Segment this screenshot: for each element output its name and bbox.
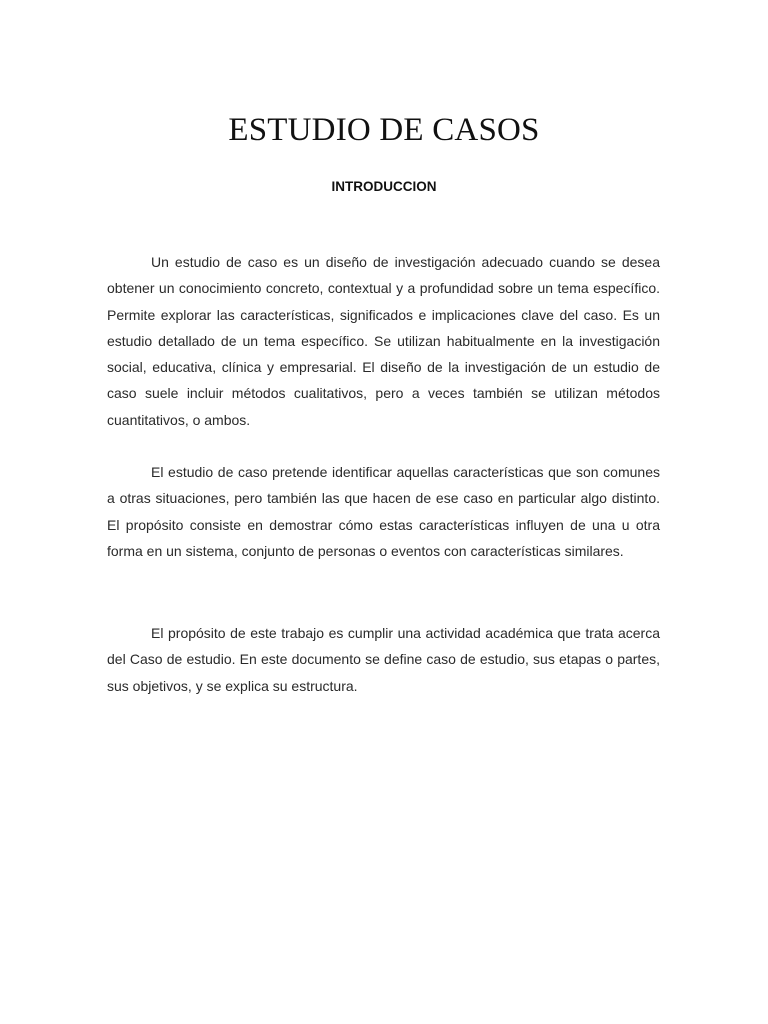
paragraph-3: El propósito de este trabajo es cumplir una actividad académica que trata acerca del Caso de estudio. En este documento se define caso de estudio, sus etapas o partes, sus objetivos, y se explica su estructura. [107,625,660,694]
paragraph-1: Un estudio de caso es un diseño de investigación adecuado cuando se desea obtener un conocimiento concreto, contextual y a profundidad sobre un tema específico. Permite explorar las características, significados e implicaciones clave del caso. Es un estudio detallado de un tema específico. Se utilizan habitualmente en la investigación social, educativa, clínica y empresarial. El diseño de la investigación de un estudio de caso suele incluir métodos cualitativos, pero a veces también se utilizan métodos cuantitativos, o ambos. [107,254,660,428]
section-heading: INTRODUCCION [331,179,437,194]
document-title: ESTUDIO DE CASOS [228,112,540,148]
paragraph-2: El estudio de caso pretende identificar aquellas características que son comunes a otras situaciones, pero también las que hacen de ese caso en particular algo distinto. El propósito consiste en demostrar cómo estas características influyen de una u otra forma en un sistema, conjunto de personas o eventos con características similares. [107,464,660,559]
